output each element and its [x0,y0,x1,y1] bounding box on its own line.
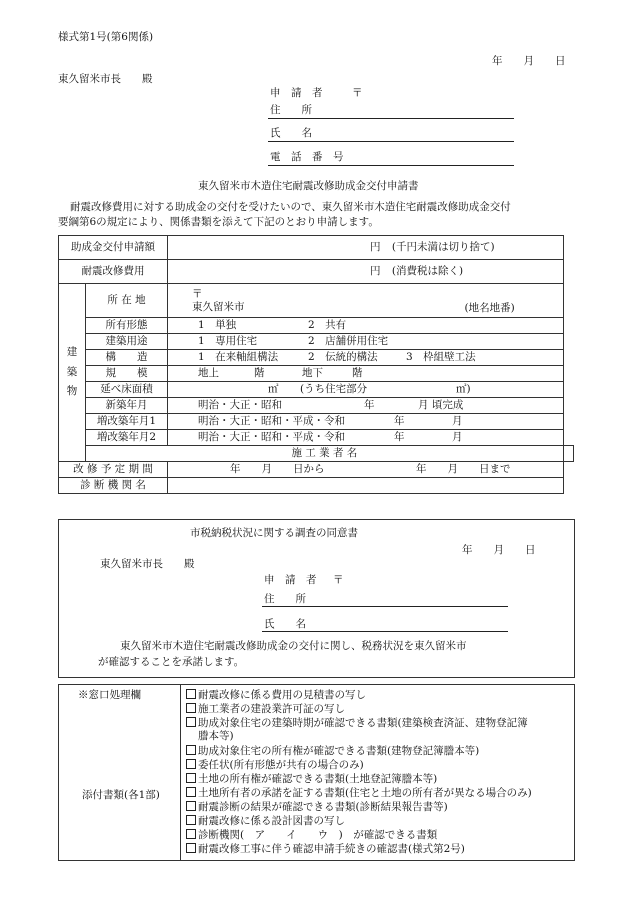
scale-field[interactable] [168,366,564,382]
docs-label: 添付書類(各1部) [82,789,160,801]
contractor-row [59,446,574,462]
checkbox-icon[interactable] [186,717,196,727]
checkbox-icon[interactable] [186,829,196,839]
doc-item[interactable] [186,787,532,799]
schedule-from: 年 月 日から [230,463,325,476]
doc-item-text: 助成対象住宅の建築時期が確認できる書類(建築検査済証、建物登記簿 [198,717,528,729]
doc-item-text: 耐震診断の結果が確認できる書類(診断結果報告書等) [198,801,448,813]
form-number: 様式第1号(第6関係) [58,31,154,43]
postal-mark: 〒 [352,87,363,99]
subsidy-note: (千円未満は切り捨て) [391,241,495,254]
consent-text-1: 東久留米市木造住宅耐震改修助成金の交付に関し、税務状況を東久留米市 [120,640,467,652]
form-title: 東久留米市木造住宅耐震改修助成金交付申請書 [198,180,419,192]
doc-item[interactable] [186,689,366,701]
scale-above: 地上 [198,367,219,380]
doc-item-text: 土地所有者の承諾を証する書類(住宅と土地の所有者が異なる場合のみ) [198,787,532,799]
intro-line-2: 要綱第6の規定により、関係書類を添えて下記のとおり申請します。 [58,216,379,228]
retrofit-cost-row [59,260,574,284]
structure-label: 構 造 [86,350,168,366]
location-row [59,284,574,318]
retrofit-cost-label: 耐震改修費用 [59,260,168,284]
window-label: ※窓口処理欄 [78,689,141,701]
doc-item[interactable] [186,773,437,785]
structure-field[interactable] [168,350,564,366]
built-year-month: 月 頃完成 [418,399,464,412]
doc-item-text: 耐震改修に係る設計図書の写し [198,815,345,827]
schedule-field[interactable] [168,462,564,478]
extension2-year: 年 [394,431,405,444]
structure-row [59,350,574,366]
schedule-to: 年 月 日まで [416,463,511,476]
consent-box [58,519,575,678]
doc-item[interactable] [186,801,448,813]
address-field[interactable] [268,118,514,119]
ownership-label: 所有形態 [86,318,168,334]
ownership-row [59,318,574,334]
extension1-row [59,414,574,430]
retrofit-cost-field[interactable] [168,260,564,284]
built-year-year: 年 [364,399,375,412]
scale-floor1: 階 [254,367,265,380]
subsidy-unit: 円 [370,241,381,254]
floor-area-unit1: ㎡ [268,383,279,396]
checkbox-icon[interactable] [186,815,196,825]
consent-postal: 〒 [333,574,344,586]
attachments-divider [180,684,181,861]
name-label: 氏 名 [270,127,312,139]
checkbox-icon[interactable] [186,689,196,699]
location-postal: 〒 [192,287,203,300]
doc-item-text: 診断機関( ア イ ウ ) が確認できる書類 [198,829,438,841]
extension2-eras: 明治・大正・昭和・平成・令和 [198,431,345,444]
building-char-3: 物 [66,385,78,398]
usage-label: 建築用途 [86,334,168,350]
floor-area-field[interactable] [168,382,564,398]
application-table [58,235,574,494]
doc-item[interactable] [186,843,465,855]
extension1-eras: 明治・大正・昭和・平成・令和 [198,415,345,428]
consent-applicant-label: 申 請 者 [264,574,317,586]
checkbox-icon[interactable] [186,759,196,769]
phone-field[interactable] [268,165,514,166]
consent-address-label: 住 所 [264,593,306,605]
consent-name-field[interactable] [262,631,508,632]
structure-opt3[interactable]: 3 枠組壁工法 [406,351,476,364]
usage-opt2[interactable]: 2 店舗併用住宅 [308,335,389,348]
floor-area-paren: (うち住宅部分 [300,383,368,396]
building-char-2: 築 [66,365,78,378]
checkbox-icon[interactable] [186,703,196,713]
floor-area-label: 延べ床面積 [86,382,168,398]
address-label: 住 所 [270,104,312,116]
phone-label: 電 話 番 号 [270,151,344,163]
scale-floor2: 階 [352,367,363,380]
building-char-1: 建 [66,345,78,358]
diagnosis-label: 診 断 機 関 名 [59,478,168,494]
extension2-field[interactable] [168,430,564,446]
scale-label: 規 模 [86,366,168,382]
doc-item-text: 施工業者の建設業許可証の写し [198,703,345,715]
schedule-row [59,462,574,478]
subsidy-amount-label: 助成金交付申請額 [59,236,168,260]
subsidy-amount-field[interactable] [168,236,564,260]
doc-item[interactable] [186,745,479,757]
extension1-month: 月 [452,415,463,428]
ownership-opt2[interactable]: 2 共有 [308,319,347,332]
extension1-year: 年 [394,415,405,428]
contractor-label: 施 工 業 者 名 [86,446,564,462]
built-year-field[interactable] [168,398,564,414]
doc-item[interactable] [186,703,345,715]
location-label: 所 在 地 [86,284,168,318]
built-year-row [59,398,574,414]
checkbox-icon[interactable] [186,787,196,797]
ownership-opt1[interactable]: 1 単独 [198,319,237,332]
structure-opt1[interactable]: 1 在来軸組構法 [198,351,279,364]
consent-address-field[interactable] [262,606,508,607]
diagnosis-row [59,478,574,494]
consent-addressee: 東久留米市長 殿 [100,558,195,570]
extension1-field[interactable] [168,414,564,430]
location-note: (地名地番) [464,301,515,314]
extension2-month: 月 [452,431,463,444]
doc-item-text: 耐震改修に係る費用の見積書の写し [198,689,366,701]
consent-date: 年 月 日 [462,544,536,556]
structure-opt2[interactable]: 2 伝統的構法 [308,351,378,364]
schedule-label: 改 修 予 定 期 間 [59,462,168,478]
floor-area-row [59,382,574,398]
retrofit-unit: 円 [370,265,381,278]
doc-item[interactable] [186,717,528,729]
floor-area-unit2: ㎡) [456,383,471,396]
scale-row [59,366,574,382]
consent-title: 市税納税状況に関する調査の同意書 [190,527,358,539]
checkbox-icon[interactable] [186,843,196,853]
location-city: 東久留米市 [192,301,245,313]
contractor-field[interactable] [563,446,573,462]
addressee: 東久留米市長 殿 [58,73,153,85]
checkbox-icon[interactable] [186,745,196,755]
built-year-label: 新築年月 [86,398,168,414]
doc-item-text: 助成対象住宅の所有権が確認できる書類(建物登記簿謄本等) [198,745,480,757]
checkbox-icon[interactable] [186,801,196,811]
intro-line-1: 耐震改修費用に対する助成金の交付を受けたいので、東久留米市木造住宅耐震改修助成金交付 [70,201,511,213]
subsidy-amount-row [59,236,574,260]
doc-item[interactable] [186,759,364,771]
extension2-label: 増改築年月2 [86,430,168,446]
usage-field[interactable] [168,334,564,350]
extension1-label: 増改築年月1 [86,414,168,430]
usage-opt1[interactable]: 1 専用住宅 [198,335,258,348]
location-field[interactable] [168,284,564,318]
ownership-field[interactable] [168,318,564,334]
doc-item[interactable] [186,815,345,827]
consent-name-label: 氏 名 [264,618,306,630]
usage-row [59,334,574,350]
scale-below: 地下 [302,367,323,380]
doc-item-continued: 謄本等) [198,730,234,742]
date-line: 年 月 日 [492,55,566,67]
retrofit-note: (消費税は除く) [391,265,464,278]
doc-item-text: 土地の所有権が確認できる書類(土地登記簿謄本等) [198,773,438,785]
extension2-row [59,430,574,446]
diagnosis-field[interactable] [168,478,564,494]
consent-text-2: が確認することを承諾します。 [98,656,245,668]
building-label [59,284,86,462]
doc-item-text: 耐震改修工事に伴う確認申請手続きの確認書(様式第2号) [198,843,465,855]
doc-item-text: 委任状(所有形態が共有の場合のみ) [198,759,364,771]
name-field[interactable] [268,141,514,142]
applicant-label: 申 請 者 [270,87,323,99]
checkbox-icon[interactable] [186,773,196,783]
doc-item[interactable] [186,829,437,841]
built-year-eras: 明治・大正・昭和 [198,399,282,412]
